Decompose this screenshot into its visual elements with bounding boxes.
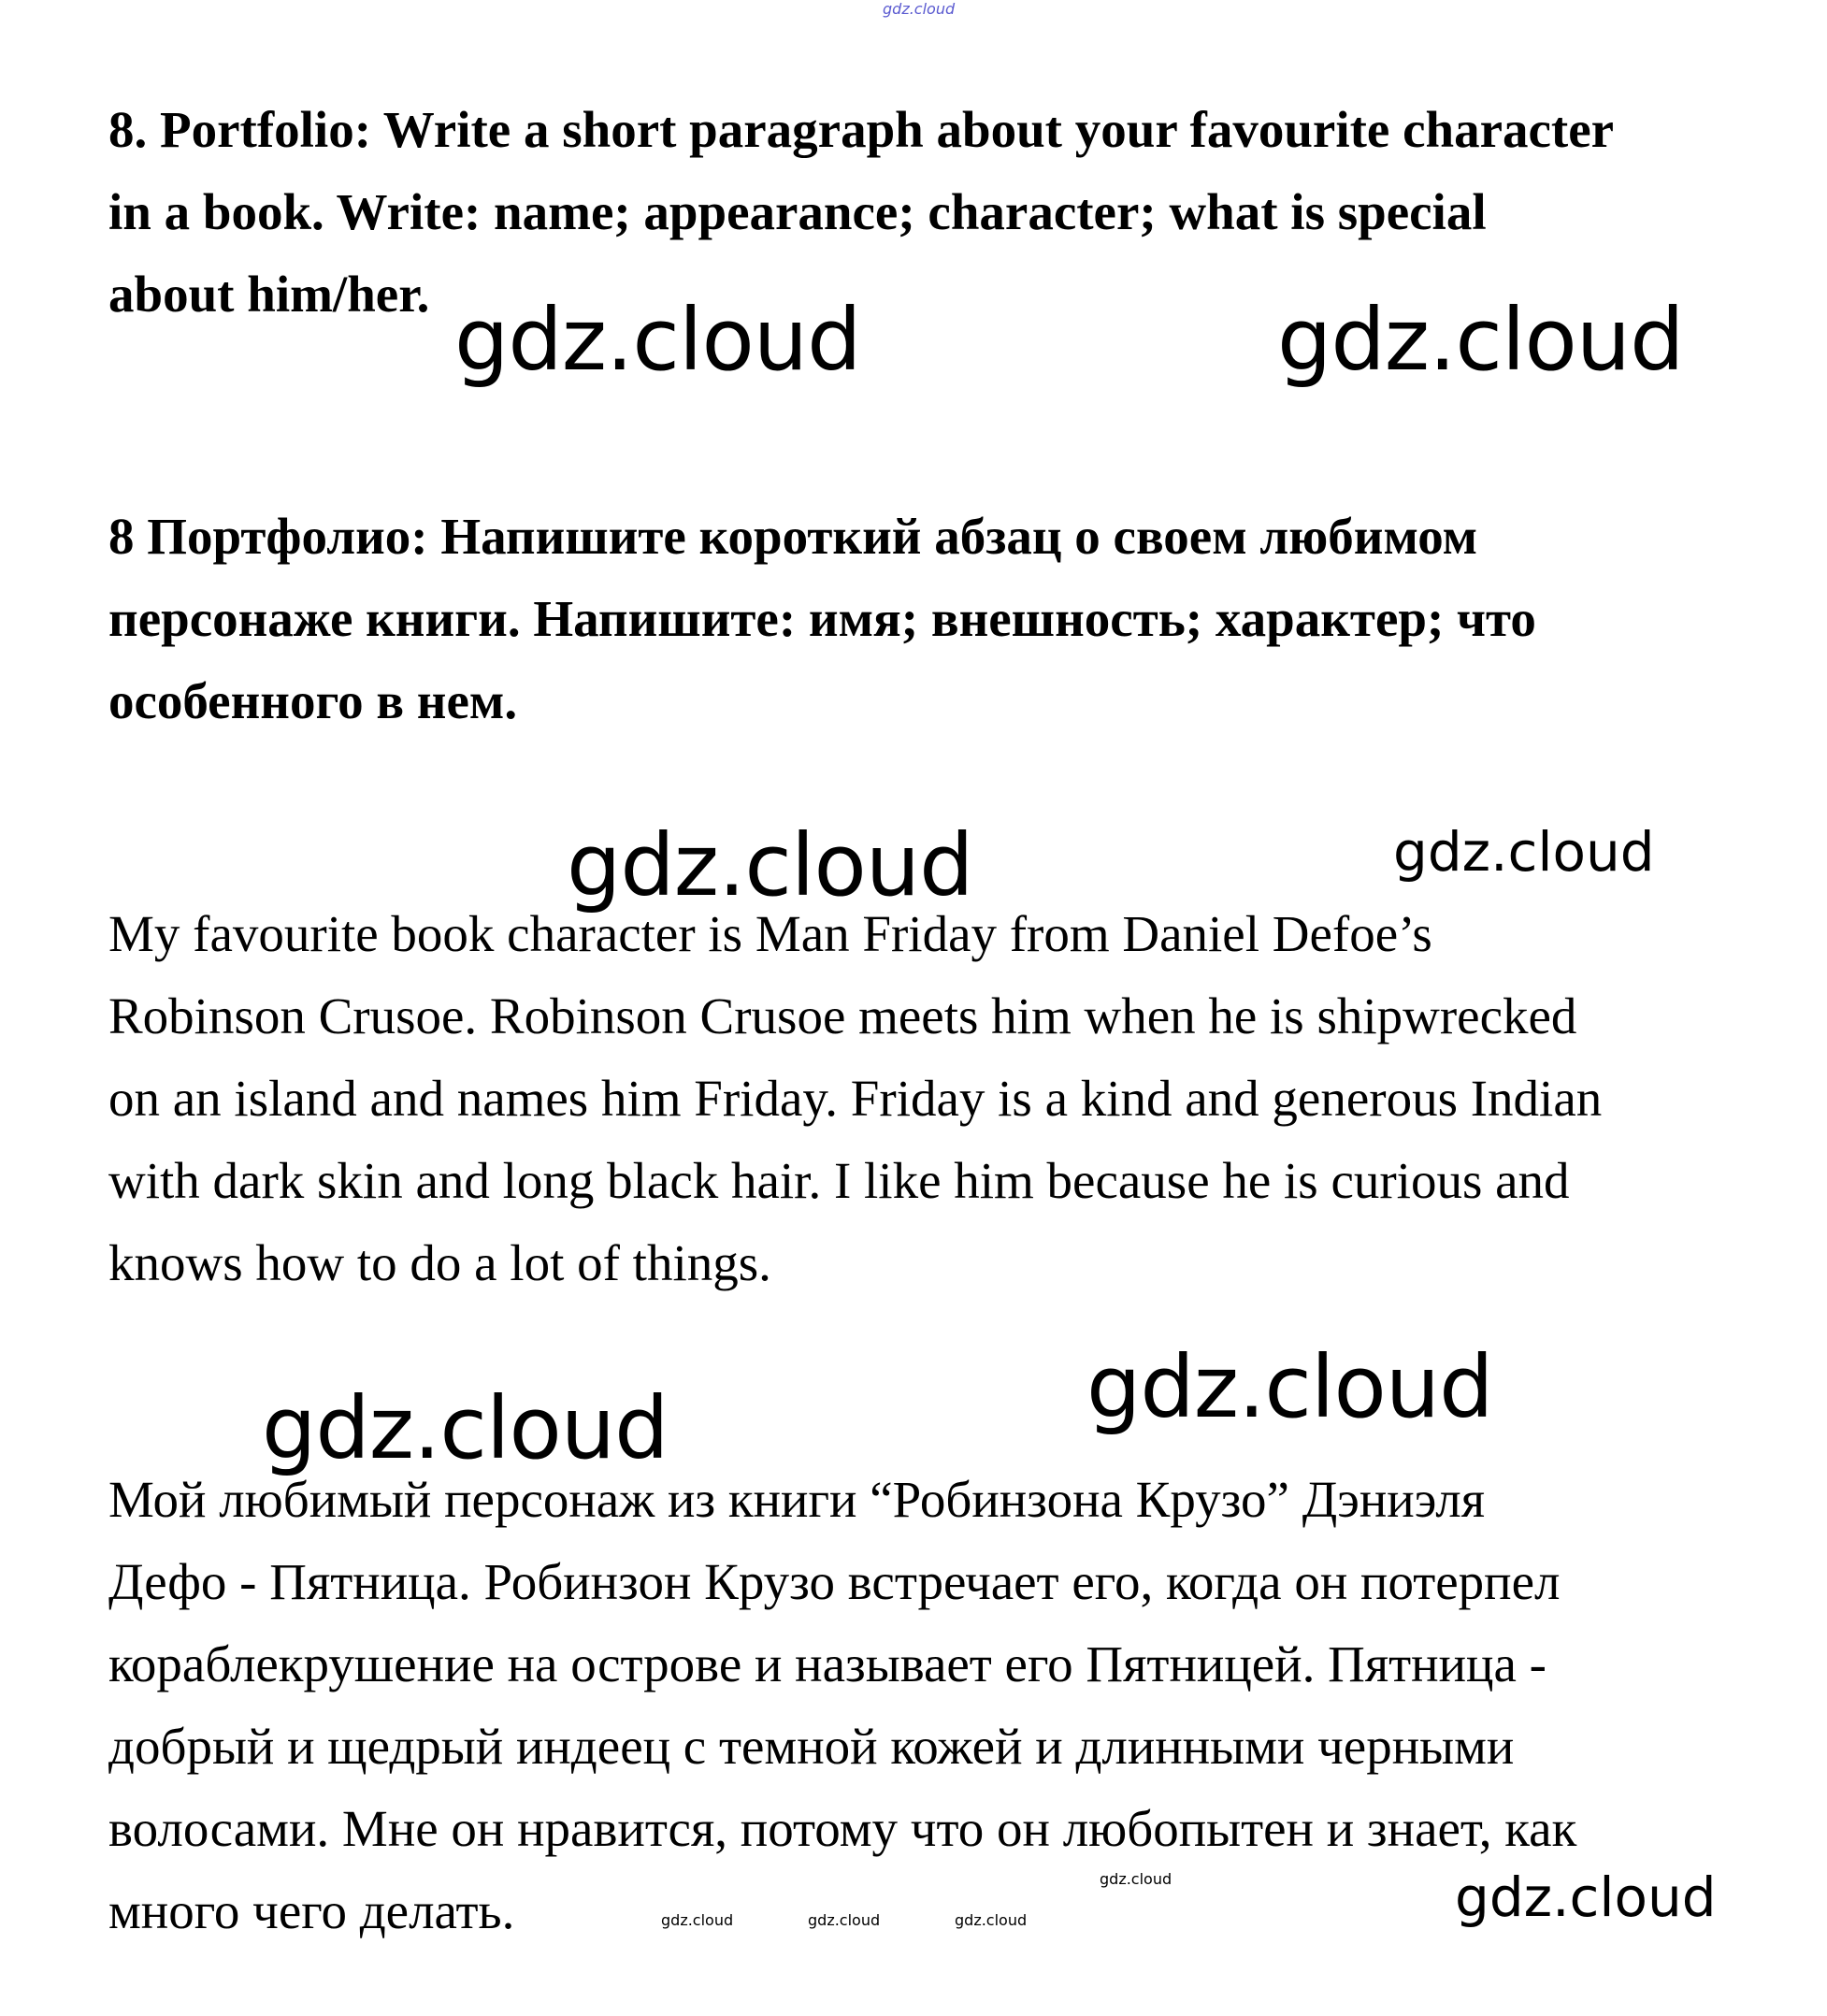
- task-heading-ru-line: персонаже книги. Напишите: имя; внешность; характер; что: [108, 590, 1536, 647]
- answer-ru-line: добрый и щедрый индеец с темной кожей и длинными черными: [108, 1718, 1515, 1775]
- answer-en-line: with dark skin and long black hair. I like him because he is curious and: [108, 1152, 1570, 1209]
- watermark-small: gdz.cloud: [661, 1911, 734, 1929]
- task-heading-ru: [108, 496, 1735, 742]
- watermark: gdz.cloud: [1455, 1865, 1717, 1929]
- answer-en-line: knows how to do a lot of things.: [108, 1234, 771, 1291]
- watermark: gdz.cloud: [1393, 820, 1655, 884]
- answer-ru-line: кораблекрушение на острове и называет его Пятницей. Пятница -: [108, 1635, 1546, 1692]
- watermark: gdz.cloud: [1086, 1337, 1493, 1437]
- answer-ru-line: Мой любимый персонаж из книги “Робинзона Крузо” Дэниэля: [108, 1471, 1486, 1528]
- watermark: gdz.cloud: [262, 1378, 669, 1478]
- answer-en-line: Robinson Crusoe. Robinson Crusoe meets him when he is shipwrecked: [108, 987, 1577, 1044]
- answer-ru-line: волосами. Мне он нравится, потому что он любопытен и знает, как: [108, 1800, 1577, 1857]
- watermark: gdz.cloud: [1277, 290, 1684, 390]
- task-heading-ru-line: 8 Портфолио: Напишите короткий абзац о своем любимом: [108, 508, 1478, 565]
- task-heading-en-line: 8. Portfolio: Write a short paragraph about your favourite character: [108, 101, 1615, 158]
- watermark-small: gdz.cloud: [955, 1911, 1028, 1929]
- task-heading-ru-line: особенного в нем.: [108, 672, 518, 729]
- answer-ru-line: Дефо - Пятница. Робинзон Крузо встречает его, когда он потерпел: [108, 1553, 1561, 1610]
- answer-en-line: on an island and names him Friday. Friday is a kind and generous Indian: [108, 1070, 1603, 1127]
- watermark: gdz.cloud: [567, 815, 973, 915]
- answer-en: [108, 893, 1735, 1304]
- answer-en-line: My favourite book character is Man Friday from Daniel Defoe’s: [108, 905, 1432, 962]
- task-heading-en-line: in a book. Write: name; appearance; character; what is special: [108, 183, 1487, 240]
- task-heading-en-line: about him/her.: [108, 266, 430, 323]
- answer-ru-line: много чего делать.: [108, 1882, 515, 1939]
- watermark-small: gdz.cloud: [1100, 1870, 1172, 1888]
- watermark-top: gdz.cloud: [883, 0, 956, 18]
- watermark: gdz.cloud: [454, 290, 861, 390]
- watermark-small: gdz.cloud: [808, 1911, 881, 1929]
